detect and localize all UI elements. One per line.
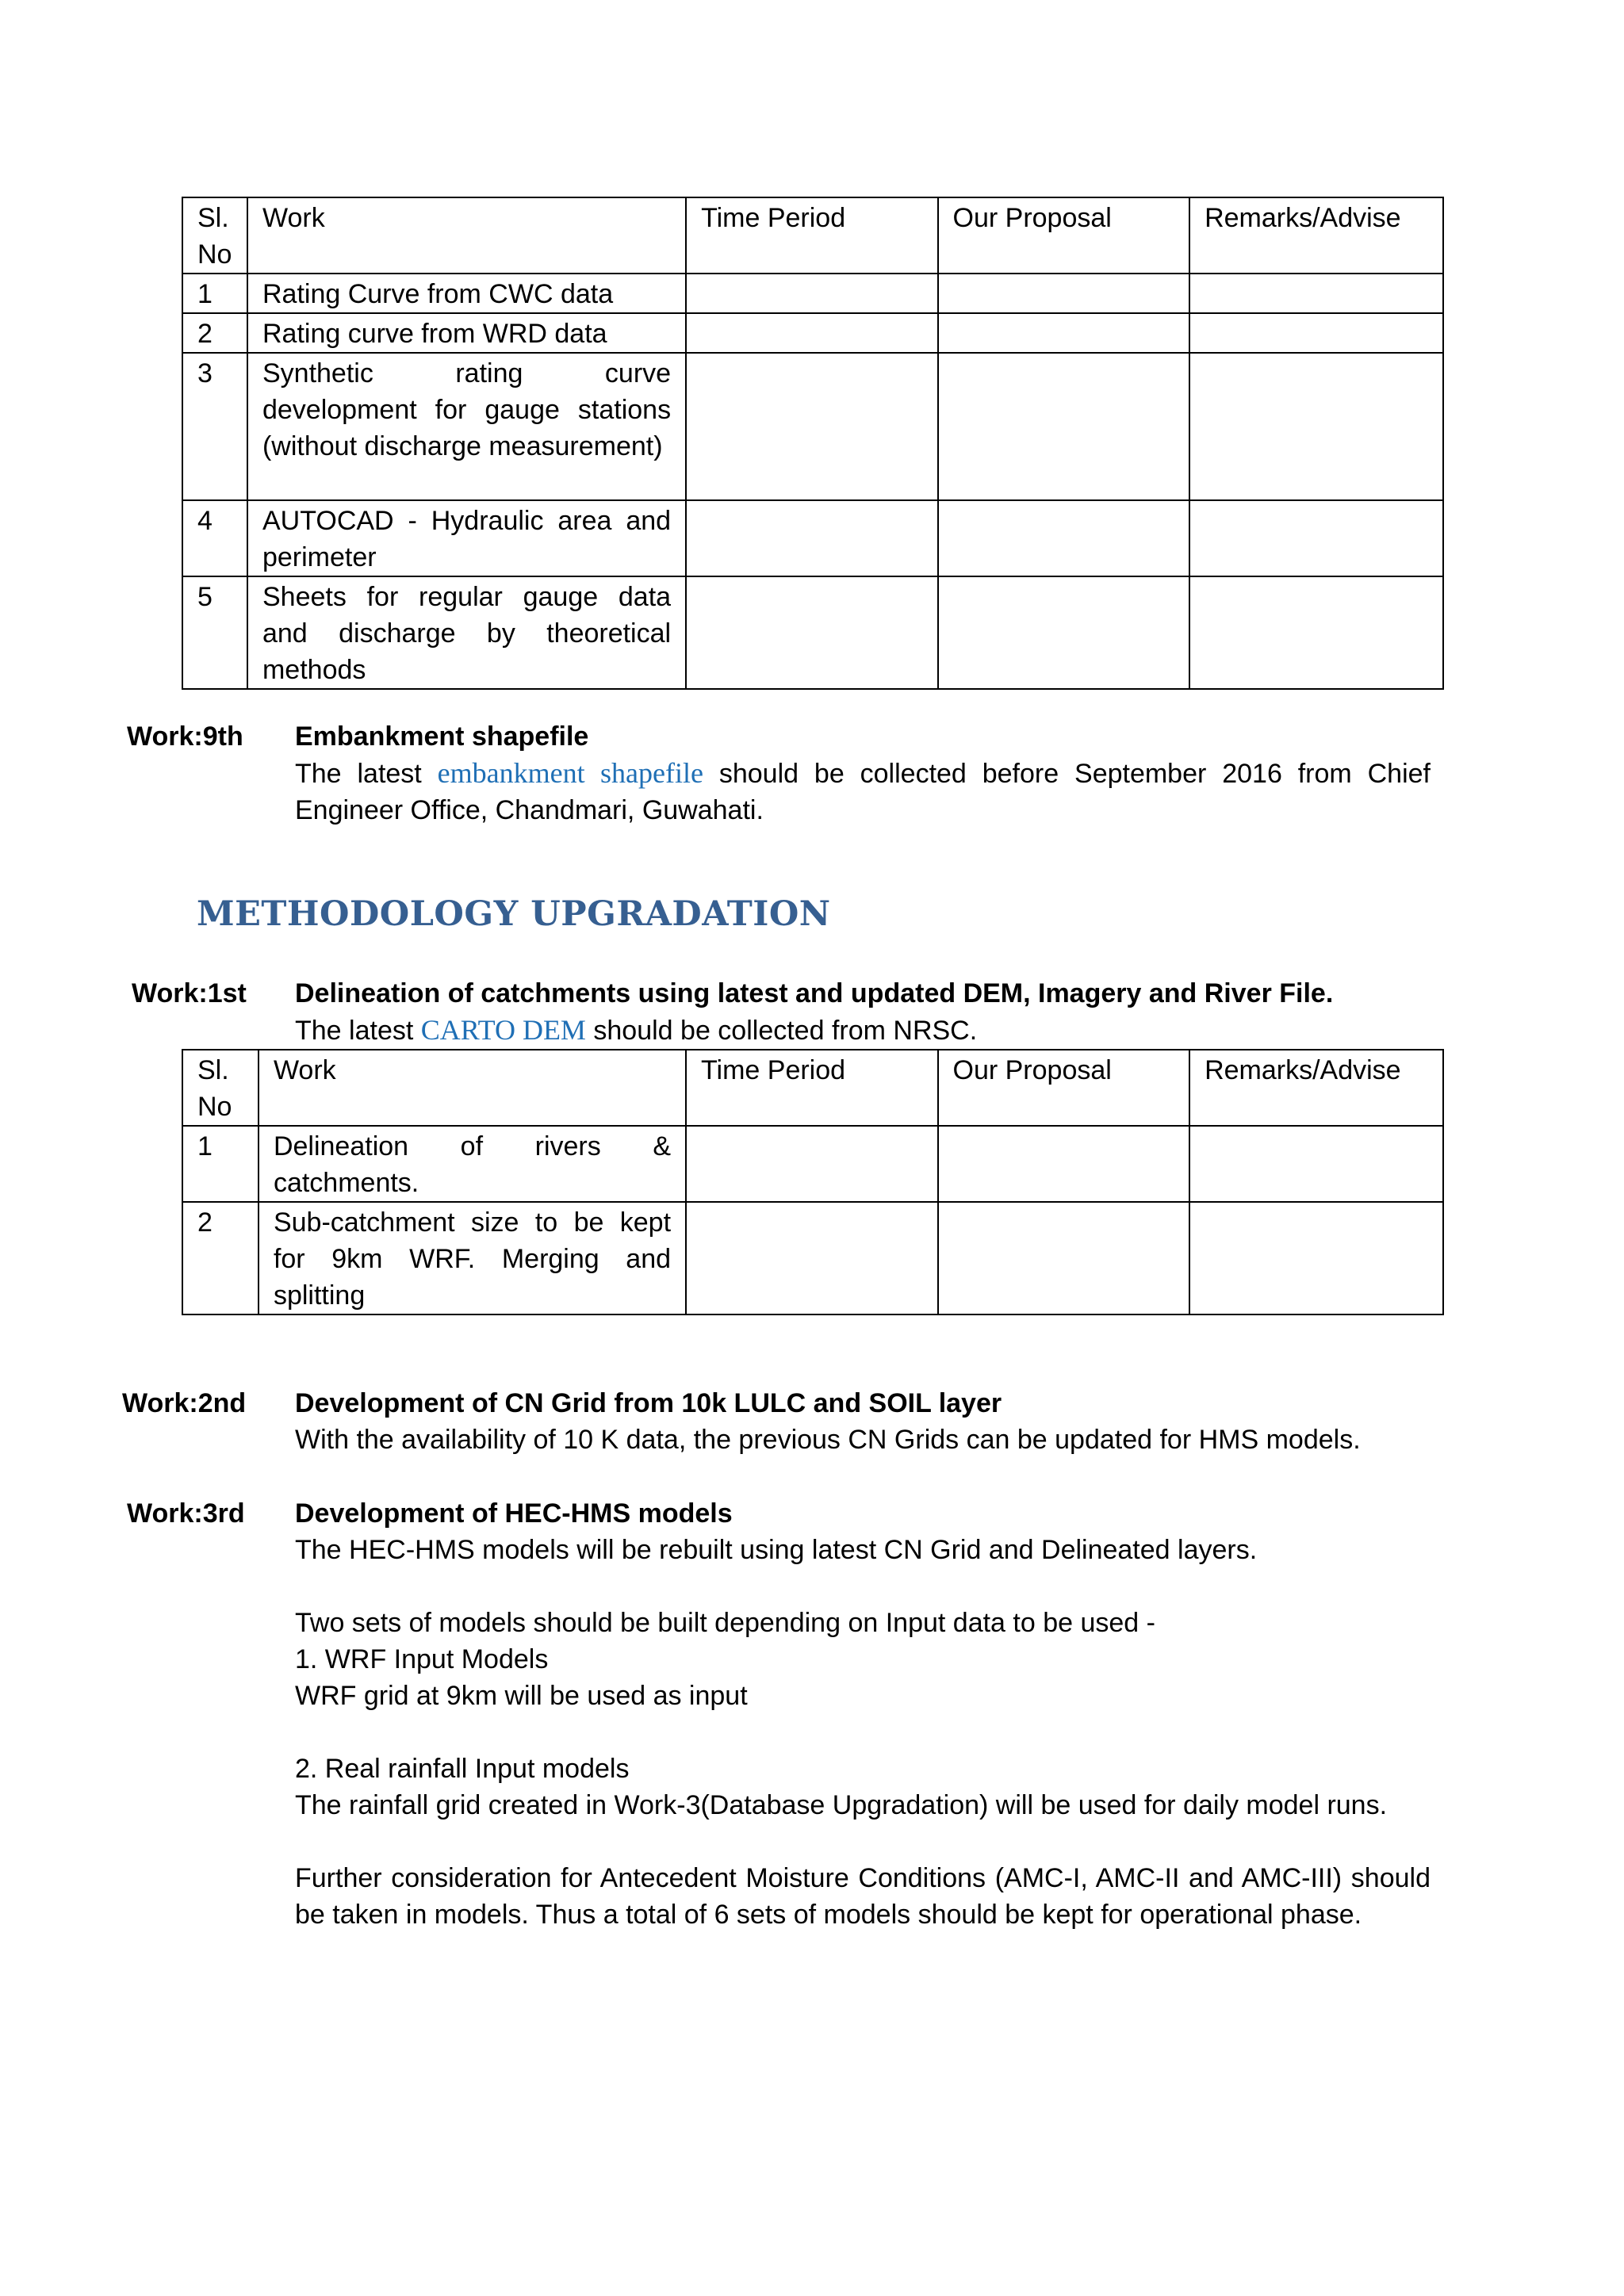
work-3-section [0,1495,1624,1971]
list-item: 2. Real rainfall Input models [295,1754,630,1784]
time-period-cell [686,576,937,689]
our-proposal-cell [938,274,1190,313]
work-title: Development of CN Grid from 10k LULC and SOIL layer [295,1388,1002,1418]
row-work: Rating Curve from CWC data [247,274,686,313]
text-pre: The latest [295,1016,421,1046]
rating-curve-table [182,197,1444,690]
work-body [295,1532,1431,1933]
table-row [182,274,1443,313]
header-work: Work [247,197,686,274]
table-row [182,1126,1443,1202]
row-work: Delineation of rivers & catchments. [259,1126,686,1202]
header-sl-no: Sl. No [182,1050,259,1126]
row-work: Synthetic rating curve development for gauge stations (without discharge measurement) [247,353,686,500]
work-1-section [0,975,1624,1050]
row-number: 2 [182,1202,259,1314]
row-number: 5 [182,576,247,689]
text-post: should be collected from NRSC. [585,1016,978,1046]
row-work: Rating curve from WRD data [247,313,686,353]
work-text: With the availability of 10 K data, the previous CN Grids can be updated for HMS models. [295,1425,1361,1455]
work-9-section [0,718,1624,829]
table-header-row [182,197,1443,274]
work-body [295,1422,1431,1458]
row-number: 1 [182,1126,259,1202]
our-proposal-cell [938,1202,1190,1314]
header-work: Work [259,1050,686,1126]
time-period-cell [686,353,937,500]
time-period-cell [686,500,937,576]
remarks-cell [1189,353,1443,500]
our-proposal-cell [938,313,1190,353]
our-proposal-cell [938,500,1190,576]
remarks-cell [1189,1126,1443,1202]
list-item: 1. WRF Input Models [295,1644,549,1674]
header-our-proposal: Our Proposal [938,1050,1190,1126]
embankment-shapefile-link[interactable]: embankment shapefile [437,757,703,789]
table-row [182,500,1443,576]
work-body [295,1012,1431,1049]
table-row [182,576,1443,689]
row-number: 3 [182,353,247,500]
remarks-cell [1189,576,1443,689]
paragraph: Two sets of models should be built depending on Input data to be used - [295,1608,1155,1638]
time-period-cell [686,1126,937,1202]
methodology-heading: METHODOLOGY UPGRADATION [197,894,831,934]
row-work: Sub-catchment size to be kept for 9km WRF. Merging and splitting [259,1202,686,1314]
header-time-period: Time Period [686,197,937,274]
paragraph: WRF grid at 9km will be used as input [295,1681,748,1711]
our-proposal-cell [938,353,1190,500]
work-label: Work:9th [127,721,243,752]
remarks-cell [1189,1202,1443,1314]
time-period-cell [686,274,937,313]
row-number: 1 [182,274,247,313]
header-remarks: Remarks/Advise [1189,1050,1443,1126]
row-work: AUTOCAD - Hydraulic area and perimeter [247,500,686,576]
paragraph: The HEC-HMS models will be rebuilt using latest CN Grid and Delineated layers. [295,1535,1258,1565]
header-time-period: Time Period [686,1050,937,1126]
our-proposal-cell [938,576,1190,689]
work-title: Development of HEC-HMS models [295,1498,733,1529]
work-label: Work:2nd [122,1388,247,1418]
work-text [295,755,1431,828]
our-proposal-cell [938,1126,1190,1202]
paragraph: Further consideration for Antecedent Moisture Conditions (AMC-I, AMC-II and AMC-III) should be taken in models. Thus a total of 6 sets of models should be kept for operational phase. [295,1863,1431,1930]
time-period-cell [686,1202,937,1314]
header-our-proposal: Our Proposal [938,197,1190,274]
text-pre: The latest [295,759,438,789]
work-body [295,755,1431,828]
work-title: Embankment shapefile [295,721,589,752]
remarks-cell [1189,274,1443,313]
carto-dem-link[interactable]: CARTO DEM [420,1014,586,1046]
header-sl-no: Sl. No [182,197,247,274]
row-number: 2 [182,313,247,353]
header-remarks: Remarks/Advise [1189,197,1443,274]
work-label: Work:1st [132,978,247,1008]
text-post: should be collected before September 2016 from Chief Engineer Office, Chandmari, Guwahati. [295,759,1431,825]
row-number: 4 [182,500,247,576]
delineation-table [182,1049,1444,1315]
table-header-row [182,1050,1443,1126]
work-label: Work:3rd [127,1498,245,1529]
table-row [182,1202,1443,1314]
row-work: Sheets for regular gauge data and discharge by theoretical methods [247,576,686,689]
table-row [182,353,1443,500]
work-title: Delineation of catchments using latest and updated DEM, Imagery and River File. [295,978,1334,1008]
remarks-cell [1189,500,1443,576]
work-text [295,1012,1431,1049]
paragraph: The rainfall grid created in Work-3(Database Upgradation) will be used for daily model runs. [295,1790,1388,1820]
remarks-cell [1189,313,1443,353]
work-2-section [0,1385,1624,1460]
table-row [182,313,1443,353]
time-period-cell [686,313,937,353]
